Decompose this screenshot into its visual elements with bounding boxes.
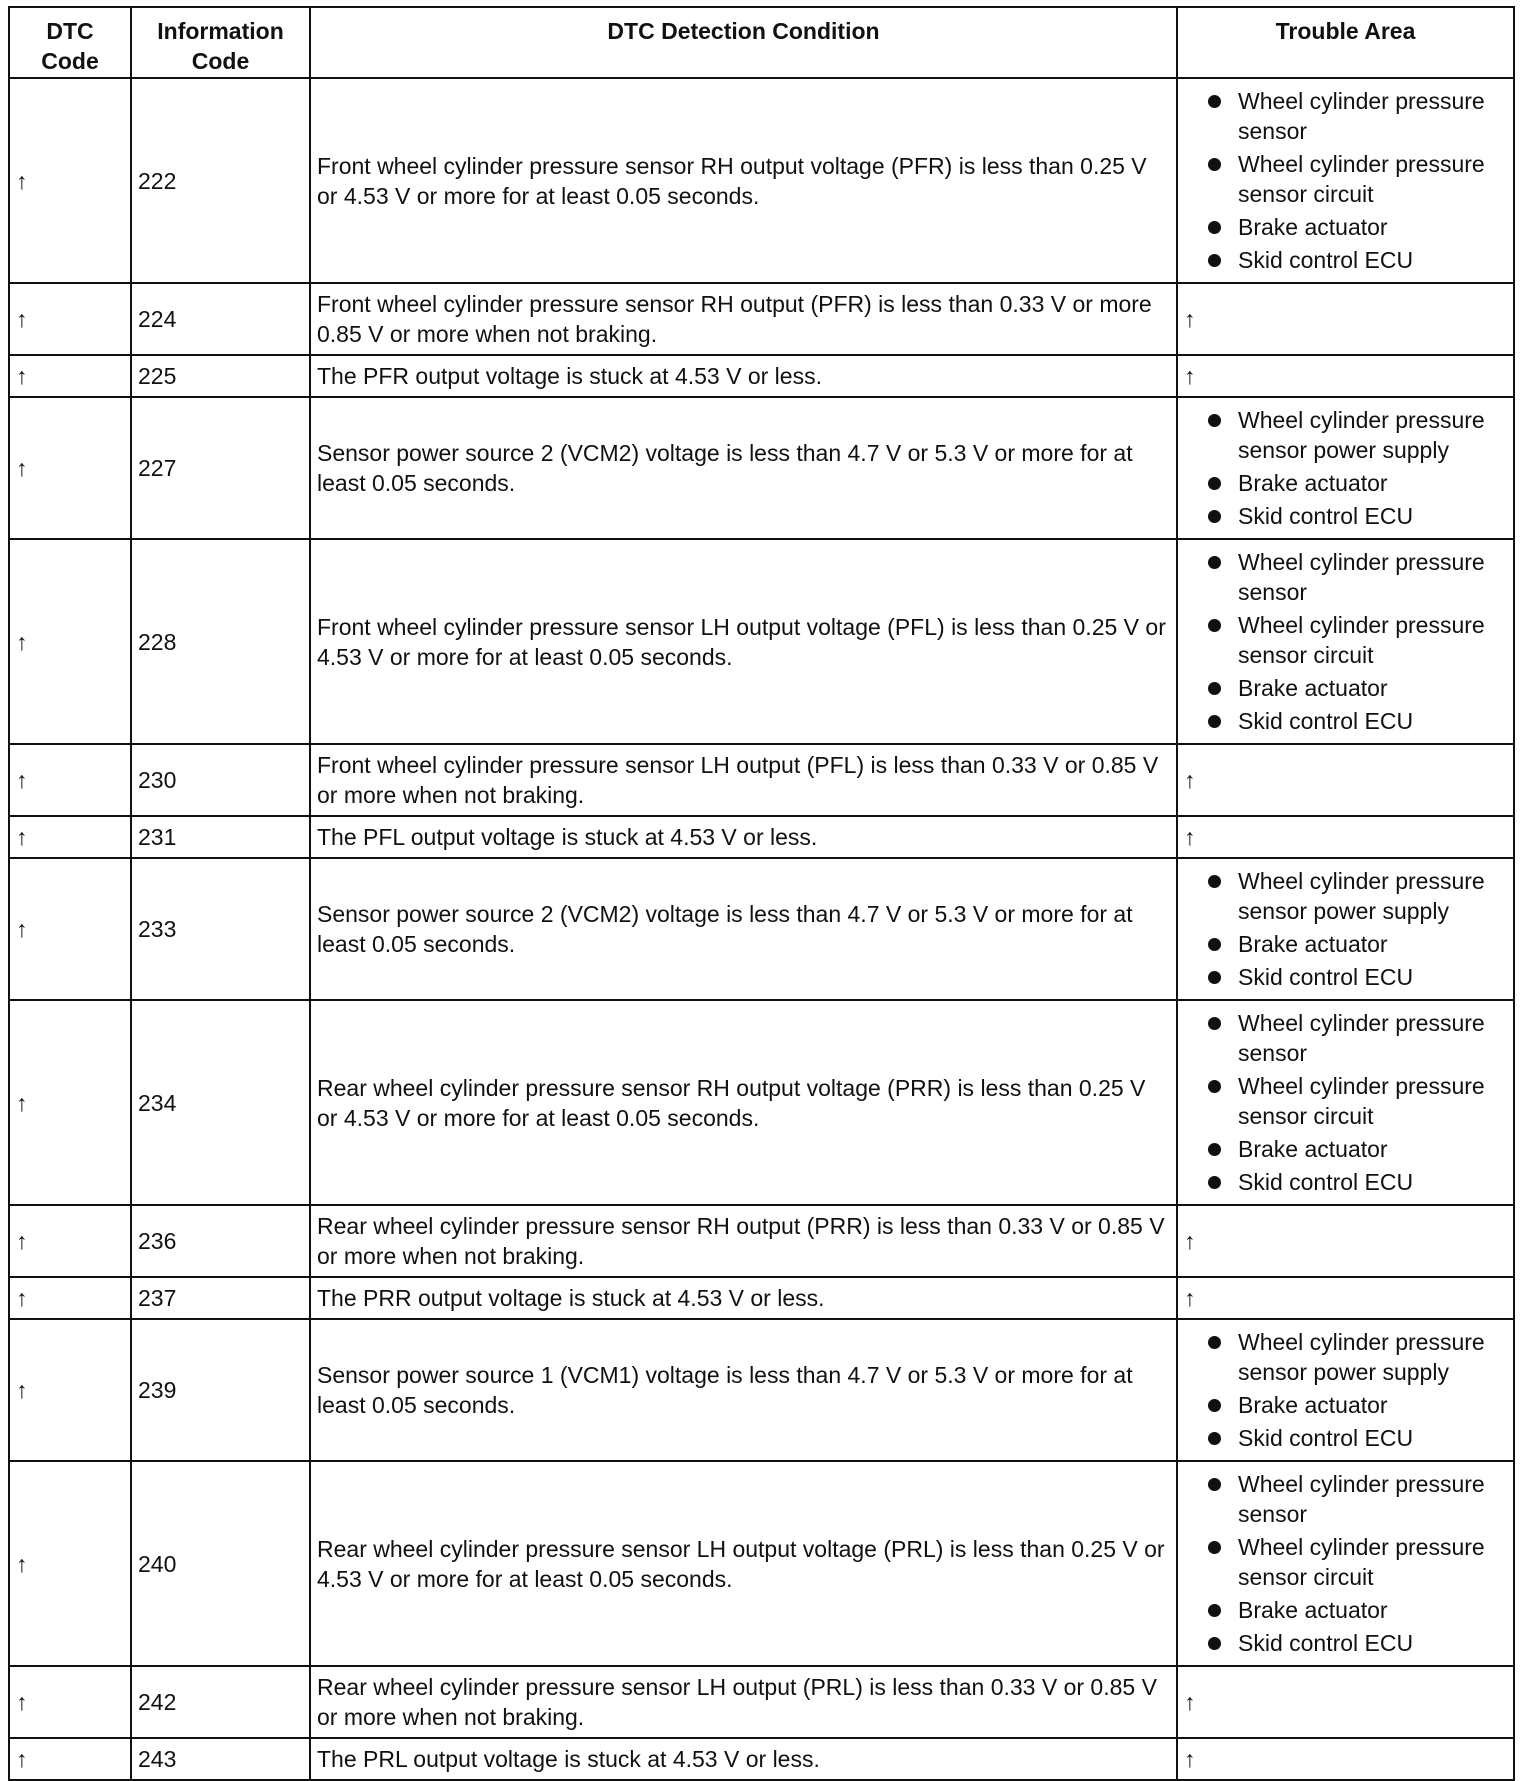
information-code-cell: 225 bbox=[131, 355, 310, 397]
bullet-icon bbox=[1208, 1478, 1221, 1491]
trouble-area-label: Wheel cylinder pressure sensor power supply bbox=[1238, 1329, 1485, 1385]
information-code-cell: 233 bbox=[131, 858, 310, 1000]
detection-condition-cell: Front wheel cylinder pressure sensor LH output (PFL) is less than 0.33 V or 0.85 V or more when not braking. bbox=[310, 744, 1177, 816]
table-row bbox=[9, 397, 1514, 539]
list-item bbox=[1190, 1595, 1507, 1625]
information-code-cell: 239 bbox=[131, 1319, 310, 1461]
dtc-code-cell: ↑ bbox=[9, 1461, 131, 1666]
table-row bbox=[9, 858, 1514, 1000]
information-code-cell: 243 bbox=[131, 1738, 310, 1780]
dtc-code-cell: ↑ bbox=[9, 744, 131, 816]
dtc-code-cell: ↑ bbox=[9, 816, 131, 858]
information-code-cell: 231 bbox=[131, 816, 310, 858]
bullet-icon bbox=[1208, 1399, 1221, 1412]
trouble-area-cell: ↑ bbox=[1177, 1205, 1514, 1277]
list-item bbox=[1190, 610, 1507, 670]
trouble-area-label: Brake actuator bbox=[1238, 470, 1388, 496]
bullet-icon bbox=[1208, 1432, 1221, 1445]
table-row bbox=[9, 1000, 1514, 1205]
trouble-area-label: Wheel cylinder pressure sensor power supply bbox=[1238, 407, 1485, 463]
list-item bbox=[1190, 706, 1507, 736]
bullet-icon bbox=[1208, 1541, 1221, 1554]
bullet-icon bbox=[1208, 938, 1221, 951]
list-item bbox=[1190, 1071, 1507, 1131]
table-row bbox=[9, 283, 1514, 355]
trouble-area-label: Wheel cylinder pressure sensor circuit bbox=[1238, 612, 1485, 668]
detection-condition-cell: Sensor power source 1 (VCM1) voltage is less than 4.7 V or 5.3 V or more for at least 0.05 seconds. bbox=[310, 1319, 1177, 1461]
detection-condition-cell: The PRR output voltage is stuck at 4.53 V or less. bbox=[310, 1277, 1177, 1319]
trouble-area-cell: ↑ bbox=[1177, 816, 1514, 858]
information-code-cell: 236 bbox=[131, 1205, 310, 1277]
trouble-area-label: Skid control ECU bbox=[1238, 964, 1414, 990]
bullet-icon bbox=[1208, 1336, 1221, 1349]
dtc-code-cell: ↑ bbox=[9, 355, 131, 397]
bullet-icon bbox=[1208, 158, 1221, 171]
trouble-area-list bbox=[1184, 1320, 1507, 1460]
bullet-icon bbox=[1208, 1143, 1221, 1156]
table-row bbox=[9, 1666, 1514, 1738]
table-row bbox=[9, 1738, 1514, 1780]
bullet-icon bbox=[1208, 254, 1221, 267]
bullet-icon bbox=[1208, 715, 1221, 728]
trouble-area-cell bbox=[1177, 1319, 1514, 1461]
list-item bbox=[1190, 673, 1507, 703]
table-row bbox=[9, 1277, 1514, 1319]
trouble-area-cell: ↑ bbox=[1177, 1666, 1514, 1738]
list-item bbox=[1190, 547, 1507, 607]
information-code-cell: 227 bbox=[131, 397, 310, 539]
bullet-icon bbox=[1208, 1176, 1221, 1189]
information-code-cell: 242 bbox=[131, 1666, 310, 1738]
trouble-area-list bbox=[1184, 79, 1507, 282]
detection-condition-cell: Rear wheel cylinder pressure sensor RH output voltage (PRR) is less than 0.25 V or 4.53 V or more for at least 0.05 seconds. bbox=[310, 1000, 1177, 1205]
list-item bbox=[1190, 1532, 1507, 1592]
trouble-area-cell: ↑ bbox=[1177, 1738, 1514, 1780]
trouble-area-label: Brake actuator bbox=[1238, 1597, 1388, 1623]
list-item bbox=[1190, 212, 1507, 242]
table-body bbox=[9, 78, 1514, 1780]
dtc-code-cell: ↑ bbox=[9, 1000, 131, 1205]
trouble-area-label: Brake actuator bbox=[1238, 1136, 1388, 1162]
bullet-icon bbox=[1208, 619, 1221, 632]
bullet-icon bbox=[1208, 95, 1221, 108]
list-item bbox=[1190, 1134, 1507, 1164]
trouble-area-label: Brake actuator bbox=[1238, 931, 1388, 957]
trouble-area-label: Skid control ECU bbox=[1238, 1169, 1414, 1195]
information-code-cell: 224 bbox=[131, 283, 310, 355]
bullet-icon bbox=[1208, 414, 1221, 427]
dtc-code-cell: ↑ bbox=[9, 539, 131, 744]
list-item bbox=[1190, 866, 1507, 926]
dtc-code-cell: ↑ bbox=[9, 1205, 131, 1277]
detection-condition-cell: The PFL output voltage is stuck at 4.53 V or less. bbox=[310, 816, 1177, 858]
trouble-area-cell bbox=[1177, 858, 1514, 1000]
trouble-area-label: Brake actuator bbox=[1238, 675, 1388, 701]
bullet-icon bbox=[1208, 682, 1221, 695]
information-code-cell: 237 bbox=[131, 1277, 310, 1319]
information-code-cell: 222 bbox=[131, 78, 310, 283]
bullet-icon bbox=[1208, 1604, 1221, 1617]
dtc-code-cell: ↑ bbox=[9, 78, 131, 283]
table-header-row bbox=[9, 7, 1514, 78]
information-code-cell: 228 bbox=[131, 539, 310, 744]
trouble-area-label: Skid control ECU bbox=[1238, 1630, 1414, 1656]
table-row bbox=[9, 1461, 1514, 1666]
detection-condition-cell: Sensor power source 2 (VCM2) voltage is less than 4.7 V or 5.3 V or more for at least 0.05 seconds. bbox=[310, 858, 1177, 1000]
trouble-area-cell: ↑ bbox=[1177, 283, 1514, 355]
bullet-icon bbox=[1208, 875, 1221, 888]
trouble-area-list bbox=[1184, 1462, 1507, 1665]
bullet-icon bbox=[1208, 1637, 1221, 1650]
bullet-icon bbox=[1208, 510, 1221, 523]
detection-condition-cell: Rear wheel cylinder pressure sensor RH output (PRR) is less than 0.33 V or 0.85 V or more when not braking. bbox=[310, 1205, 1177, 1277]
trouble-area-cell: ↑ bbox=[1177, 1277, 1514, 1319]
bullet-icon bbox=[1208, 1017, 1221, 1030]
list-item bbox=[1190, 405, 1507, 465]
dtc-table bbox=[8, 6, 1515, 1781]
dtc-code-cell: ↑ bbox=[9, 1319, 131, 1461]
bullet-icon bbox=[1208, 1080, 1221, 1093]
trouble-area-cell bbox=[1177, 78, 1514, 283]
bullet-icon bbox=[1208, 477, 1221, 490]
trouble-area-cell bbox=[1177, 1461, 1514, 1666]
dtc-code-cell: ↑ bbox=[9, 1277, 131, 1319]
dtc-code-cell: ↑ bbox=[9, 858, 131, 1000]
detection-condition-cell: Rear wheel cylinder pressure sensor LH output voltage (PRL) is less than 0.25 V or 4.53 V or more for at least 0.05 seconds. bbox=[310, 1461, 1177, 1666]
table-row bbox=[9, 78, 1514, 283]
trouble-area-label: Skid control ECU bbox=[1238, 247, 1414, 273]
information-code-cell: 240 bbox=[131, 1461, 310, 1666]
trouble-area-list bbox=[1184, 540, 1507, 743]
list-item bbox=[1190, 1167, 1507, 1197]
trouble-area-label: Wheel cylinder pressure sensor circuit bbox=[1238, 151, 1485, 207]
header-trouble-area: Trouble Area bbox=[1177, 7, 1514, 78]
trouble-area-label: Skid control ECU bbox=[1238, 708, 1414, 734]
header-dtc-code: DTC Code bbox=[9, 7, 131, 78]
detection-condition-cell: The PRL output voltage is stuck at 4.53 V or less. bbox=[310, 1738, 1177, 1780]
list-item bbox=[1190, 468, 1507, 498]
dtc-code-cell: ↑ bbox=[9, 283, 131, 355]
trouble-area-cell: ↑ bbox=[1177, 744, 1514, 816]
trouble-area-cell bbox=[1177, 1000, 1514, 1205]
bullet-icon bbox=[1208, 221, 1221, 234]
trouble-area-list bbox=[1184, 398, 1507, 538]
detection-condition-cell: Sensor power source 2 (VCM2) voltage is less than 4.7 V or 5.3 V or more for at least 0.05 seconds. bbox=[310, 397, 1177, 539]
table-row bbox=[9, 744, 1514, 816]
trouble-area-label: Wheel cylinder pressure sensor circuit bbox=[1238, 1073, 1485, 1129]
trouble-area-label: Skid control ECU bbox=[1238, 503, 1414, 529]
information-code-cell: 230 bbox=[131, 744, 310, 816]
trouble-area-cell: ↑ bbox=[1177, 355, 1514, 397]
header-information-code: Information Code bbox=[131, 7, 310, 78]
list-item bbox=[1190, 1390, 1507, 1420]
trouble-area-label: Wheel cylinder pressure sensor bbox=[1238, 88, 1485, 144]
trouble-area-list bbox=[1184, 859, 1507, 999]
trouble-area-label: Skid control ECU bbox=[1238, 1425, 1414, 1451]
list-item bbox=[1190, 1628, 1507, 1658]
list-item bbox=[1190, 962, 1507, 992]
table-row bbox=[9, 539, 1514, 744]
trouble-area-label: Brake actuator bbox=[1238, 1392, 1388, 1418]
bullet-icon bbox=[1208, 971, 1221, 984]
trouble-area-list bbox=[1184, 1001, 1507, 1204]
list-item bbox=[1190, 245, 1507, 275]
trouble-area-label: Brake actuator bbox=[1238, 214, 1388, 240]
trouble-area-label: Wheel cylinder pressure sensor power supply bbox=[1238, 868, 1485, 924]
list-item bbox=[1190, 1327, 1507, 1387]
detection-condition-cell: Front wheel cylinder pressure sensor LH output voltage (PFL) is less than 0.25 V or 4.53 V or more for at least 0.05 seconds. bbox=[310, 539, 1177, 744]
dtc-code-cell: ↑ bbox=[9, 1666, 131, 1738]
trouble-area-label: Wheel cylinder pressure sensor bbox=[1238, 1471, 1485, 1527]
list-item bbox=[1190, 1423, 1507, 1453]
trouble-area-cell bbox=[1177, 539, 1514, 744]
information-code-cell: 234 bbox=[131, 1000, 310, 1205]
trouble-area-label: Wheel cylinder pressure sensor bbox=[1238, 1010, 1485, 1066]
list-item bbox=[1190, 1008, 1507, 1068]
detection-condition-cell: The PFR output voltage is stuck at 4.53 V or less. bbox=[310, 355, 1177, 397]
list-item bbox=[1190, 86, 1507, 146]
table-row bbox=[9, 1319, 1514, 1461]
list-item bbox=[1190, 501, 1507, 531]
detection-condition-cell: Front wheel cylinder pressure sensor RH output voltage (PFR) is less than 0.25 V or 4.53 V or more for at least 0.05 seconds. bbox=[310, 78, 1177, 283]
dtc-code-cell: ↑ bbox=[9, 1738, 131, 1780]
list-item bbox=[1190, 1469, 1507, 1529]
detection-condition-cell: Front wheel cylinder pressure sensor RH output (PFR) is less than 0.33 V or more 0.85 V or more when not braking. bbox=[310, 283, 1177, 355]
table-row bbox=[9, 816, 1514, 858]
table-row bbox=[9, 1205, 1514, 1277]
list-item bbox=[1190, 929, 1507, 959]
detection-condition-cell: Rear wheel cylinder pressure sensor LH output (PRL) is less than 0.33 V or 0.85 V or more when not braking. bbox=[310, 1666, 1177, 1738]
bullet-icon bbox=[1208, 556, 1221, 569]
trouble-area-label: Wheel cylinder pressure sensor bbox=[1238, 549, 1485, 605]
header-detection-condition: DTC Detection Condition bbox=[310, 7, 1177, 78]
trouble-area-cell bbox=[1177, 397, 1514, 539]
dtc-code-cell: ↑ bbox=[9, 397, 131, 539]
table-row bbox=[9, 355, 1514, 397]
list-item bbox=[1190, 149, 1507, 209]
trouble-area-label: Wheel cylinder pressure sensor circuit bbox=[1238, 1534, 1485, 1590]
